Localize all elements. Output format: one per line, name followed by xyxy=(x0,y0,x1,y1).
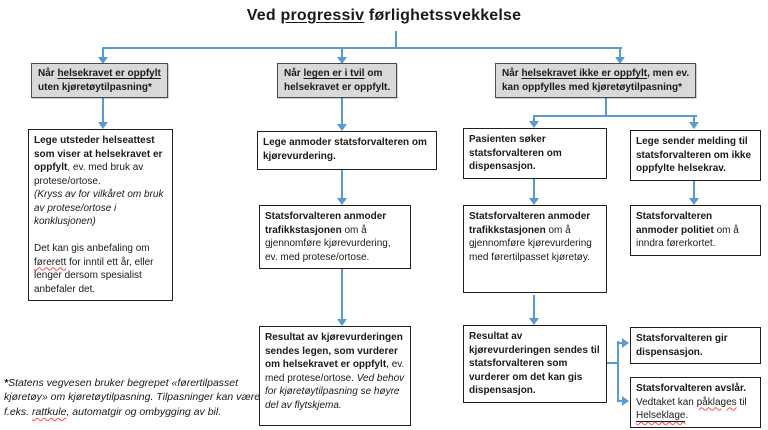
flow-box-resultat-til-lege: Resultat av kjørevurderingen sendes legen, som vurderer om helsekravet er oppfylt, ev. med protese/ortose. Ved behov for kjøretøytilpasning se høyre del av flytskjema. xyxy=(259,326,411,426)
arrowhead-down-icon xyxy=(337,124,347,131)
connector-left-header-to-box xyxy=(102,96,104,123)
connector-mid-header-to-box1 xyxy=(341,96,343,125)
connector-bracket-vertical xyxy=(617,341,619,402)
flow-box-statsforvalter-trafikkstasjon-tilpasset: Statsforvalteren anmoder trafikkstasjonen om å gjennomføre kjørevurdering med førertilpasset kjøretøy. xyxy=(463,205,607,293)
flow-box-statsforvalter-trafikkstasjon: Statsforvalteren anmoder trafikkstasjonen om å gjennomføre kjørevurdering, ev. med protese/ortose. xyxy=(259,205,411,269)
flow-box-gir-dispensasjon: Statsforvalteren gir dispensasjon. xyxy=(630,327,761,364)
connector-main-horizontal xyxy=(102,47,622,49)
header-box-helsekrav-ikke-oppfylt: Når helsekravet ikke er oppfylt, men ev. kan oppfylles med kjøretøytilpasning* xyxy=(495,63,696,98)
flow-box-helseattest: Lege utsteder helseattest som viser at helsekravet er oppfylt, ev. med bruk av protese/ortose. (Kryss av for vilkåret om bruk av protese/ortose i konklusjonen) Det kan gis anbefaling om førerett for inntil ett år, eller lenger dersom spesialist anbefaler det. xyxy=(28,129,173,301)
flow-box-resultat-til-statsforvalter: Resultat av kjørevurderingen sendes til statsforvalteren som vurderer om det kan gis dispensasjon. xyxy=(463,325,607,403)
arrowhead-down-icon xyxy=(337,198,347,205)
arrowhead-right-icon xyxy=(622,338,629,348)
arrowhead-down-icon xyxy=(689,198,699,205)
connector-right-split-horizontal xyxy=(533,115,697,117)
flow-box-lege-anmoder: Lege anmoder statsforvalteren om kjørevurdering. xyxy=(257,131,437,170)
arrowhead-down-icon xyxy=(337,319,347,326)
arrowhead-down-icon xyxy=(689,122,699,129)
connector-title-stem xyxy=(395,31,397,48)
header-box-lege-i-tvil: Når legen er i tvil om helsekravet er oppfylt. xyxy=(277,63,397,98)
flow-box-avslar: Statsforvalteren avslår. Vedtaket kan påklages til Helseklage. xyxy=(630,377,761,428)
flow-box-statsforvalter-politiet: Statsforvalteren anmoder politiet om å inndra førerkortet. xyxy=(630,205,761,256)
footnote-text: *Statens vegvesen bruker begrepet «førertilpasset kjøretøy» om kjøretøytilpasning. Tilpasninger kan være f.eks. rattkule, automatgir og ombygging av bil. xyxy=(4,377,261,418)
connector-a1-to-a2 xyxy=(533,177,535,199)
arrowhead-down-icon xyxy=(98,122,108,129)
flow-box-lege-melding: Lege sender melding til statsforvalteren om ikke oppfylte helsekrav. xyxy=(630,130,761,181)
arrowhead-down-icon xyxy=(529,198,539,205)
page-title: Ved progressiv førlighetssvekkelse xyxy=(246,7,522,24)
connector-right-header-stem xyxy=(605,96,607,117)
connector-a2-to-a3 xyxy=(533,295,535,319)
connector-mid-box1-to-box2 xyxy=(341,170,343,199)
arrowhead-down-icon xyxy=(529,121,539,128)
connector-mid-box2-to-box3 xyxy=(341,267,343,320)
header-box-helsekrav-oppfylt: Når helsekravet er oppfylt uten kjøretøytilpasning* xyxy=(31,63,168,98)
flow-box-pasient-soker: Pasienten søker statsforvalteren om dispensasjon. xyxy=(463,128,607,179)
arrowhead-down-icon xyxy=(529,318,539,325)
arrowhead-right-icon xyxy=(622,396,629,406)
